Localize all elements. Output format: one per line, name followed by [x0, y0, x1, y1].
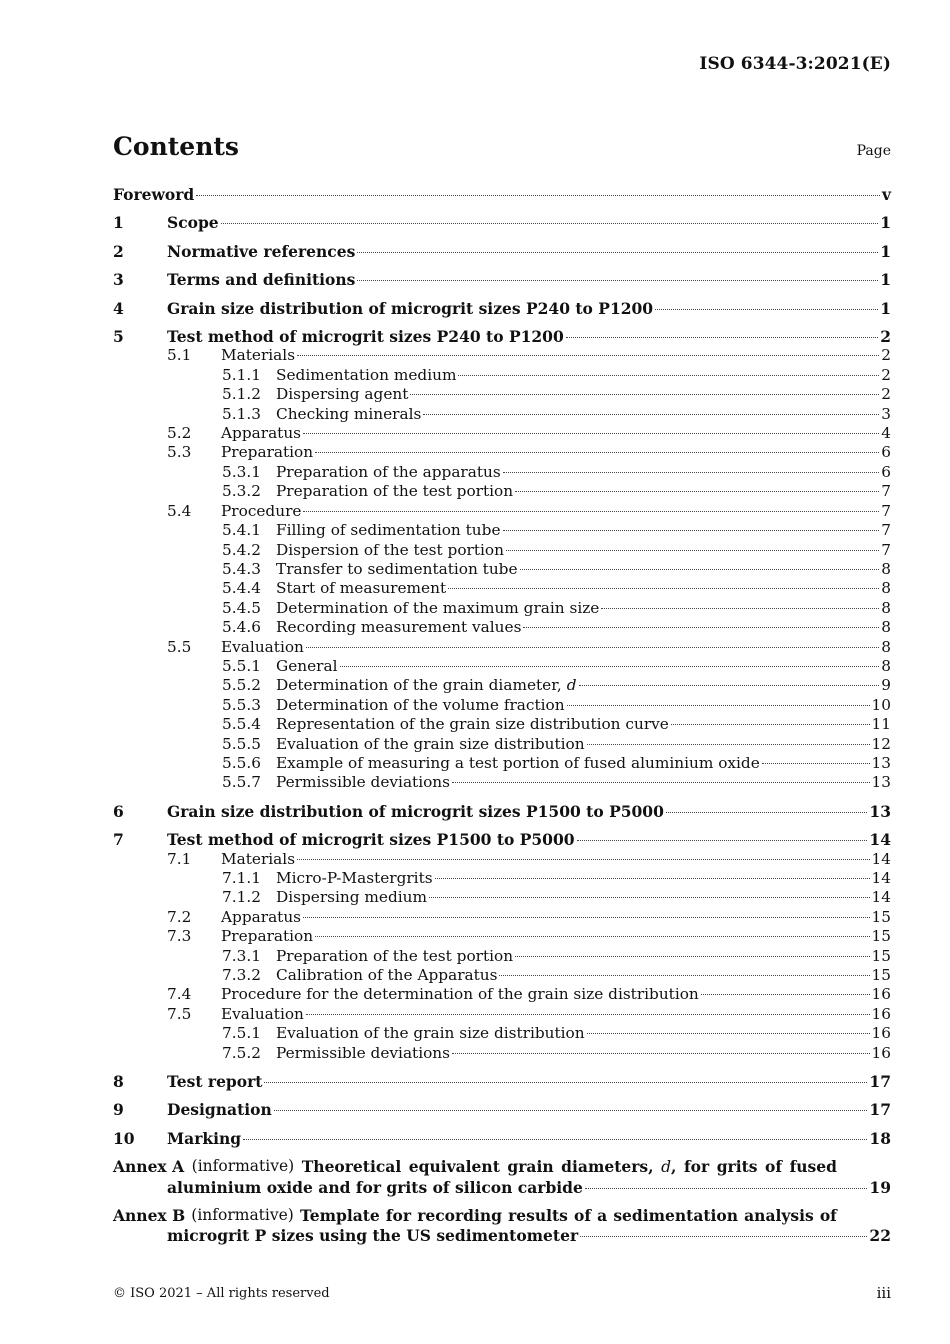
annex-title-word: grain: [507, 1157, 554, 1177]
dot-leader: [306, 646, 879, 648]
toc-entry-title: Checking minerals: [276, 404, 422, 423]
toc-entry-page: 15: [871, 966, 891, 985]
dot-leader: [423, 413, 879, 415]
annex-label: Annex B: [113, 1206, 186, 1226]
toc-entry-number: 7.1: [167, 849, 192, 868]
toc-entry[interactable]: [113, 599, 891, 618]
dot-leader: [303, 432, 879, 434]
dot-leader: [458, 374, 879, 376]
toc-entry-number: 7.2: [167, 907, 192, 926]
toc-entry-title: Preparation of the test portion: [276, 946, 514, 965]
copyright-notice: © ISO 2021 – All rights reserved: [113, 1286, 330, 1301]
toc-entry-title: Test method of microgrit sizes P240 to P1200: [167, 327, 564, 347]
dot-leader: [587, 743, 870, 745]
toc-entry-page: 17: [869, 1100, 891, 1120]
toc-entry-page: 6: [881, 462, 891, 481]
annex-title-word: of: [765, 1157, 783, 1177]
annex-label: Annex A: [113, 1157, 185, 1177]
toc-entry[interactable]: [113, 185, 891, 204]
dot-leader: [315, 935, 869, 937]
toc-entry[interactable]: [113, 346, 891, 365]
annex-type: (informative): [191, 1157, 295, 1176]
annex-title-word: grits: [716, 1157, 758, 1177]
toc-entry-page: 17: [869, 1072, 891, 1092]
toc-entry-number: 5.5: [167, 637, 192, 656]
toc-entry[interactable]: [113, 405, 891, 424]
toc-entry[interactable]: [113, 1072, 891, 1091]
annex-title-continued: microgrit P sizes using the US sedimentometer: [167, 1225, 579, 1245]
annex-title-word: Template: [299, 1206, 380, 1226]
toc-entry-title: Transfer to sedimentation tube: [276, 559, 518, 578]
dot-leader: [503, 529, 880, 531]
toc-entry-title: Materials: [221, 849, 296, 868]
toc-entry[interactable]: [113, 541, 891, 560]
toc-entry-title: Example of measuring a test portion of fused aluminium oxide: [276, 753, 760, 772]
toc-entry-page: 8: [881, 559, 891, 578]
dot-leader: [357, 279, 878, 281]
toc-entry[interactable]: [113, 754, 891, 773]
toc-entry-page: 13: [871, 753, 891, 772]
toc-entry[interactable]: [113, 366, 891, 385]
dot-leader: [577, 839, 868, 841]
toc-entry-number: 5.2: [167, 424, 192, 443]
toc-entry[interactable]: [113, 927, 891, 946]
toc-entry-number: 5.5.5: [222, 734, 261, 753]
dot-leader: [503, 471, 880, 473]
toc-entry-page: 8: [881, 656, 891, 675]
toc-entry-title: Determination of the volume fraction: [276, 695, 565, 714]
dot-leader: [429, 896, 870, 898]
document-id: ISO 6344-3:2021(E): [699, 54, 891, 74]
toc-entry-number: 8: [113, 1072, 124, 1092]
dot-leader: [452, 1052, 870, 1054]
toc-entry-page: 7: [881, 482, 891, 501]
toc-entry[interactable]: [113, 966, 891, 985]
toc-entry-number: 7.1.2: [222, 888, 261, 907]
dot-leader: [221, 222, 879, 224]
dot-leader: [515, 955, 869, 957]
toc-entry-page: 6: [881, 443, 891, 462]
toc-entry[interactable]: [113, 888, 891, 907]
toc-entry-page: 2: [881, 365, 891, 384]
toc-entry-page: 11: [871, 715, 891, 734]
toc-entry-page: 2: [881, 346, 891, 365]
toc-entry-number: 7.5.2: [222, 1043, 261, 1062]
dot-leader: [243, 1138, 867, 1140]
toc-entry-page: 1: [880, 241, 891, 261]
toc-entry-title: Filling of sedimentation tube: [276, 521, 501, 540]
dot-leader: [580, 1235, 867, 1237]
toc-entry[interactable]: [113, 802, 891, 821]
toc-entry-title: Preparation: [221, 927, 314, 946]
toc-entry-page: 16: [871, 1024, 891, 1043]
toc-entry-title: Terms and definitions: [167, 270, 356, 290]
toc-entry[interactable]: [113, 830, 891, 849]
annex-title-word: diameters,: [561, 1157, 654, 1177]
toc-entry-number: 5.5.4: [222, 715, 261, 734]
toc-annex-entry[interactable]: [113, 1157, 891, 1197]
toc-entry-page: 14: [871, 849, 891, 868]
toc-entry[interactable]: [113, 242, 891, 261]
toc-entry[interactable]: [113, 299, 891, 318]
toc-entry-page: v: [881, 185, 891, 204]
toc-entry[interactable]: [113, 579, 891, 598]
toc-entry-number: 7.5.1: [222, 1024, 261, 1043]
toc-entry-title: Materials: [221, 346, 296, 365]
toc-entry-title: Grain size distribution of microgrit sizes P240 to P1200: [167, 298, 654, 318]
annex-title-continued: aluminium oxide and for grits of silicon carbide: [167, 1177, 583, 1197]
dot-leader: [523, 626, 879, 628]
toc-entry[interactable]: [113, 443, 891, 462]
toc-entry-number: 5.4.6: [222, 618, 261, 637]
toc-entry-page: 3: [881, 404, 891, 423]
dot-leader: [297, 858, 869, 860]
toc-entry[interactable]: [113, 715, 891, 734]
toc-entry-number: 2: [113, 241, 124, 261]
toc-entry-page: 13: [871, 773, 891, 792]
toc-entry-title: Evaluation: [221, 637, 304, 656]
annex-title-word: recording: [417, 1206, 502, 1226]
toc-entry-page: 7: [881, 501, 891, 520]
toc-entry-page: 8: [881, 579, 891, 598]
toc-entry-title: Test report: [167, 1072, 263, 1092]
annex-title-word: of: [574, 1206, 592, 1226]
toc-entry-title: Grain size distribution of microgrit sizes P1500 to P5000: [167, 801, 664, 821]
dot-leader: [340, 665, 880, 667]
toc-entry[interactable]: [113, 947, 891, 966]
dot-leader: [410, 393, 879, 395]
dot-leader: [701, 993, 870, 995]
dot-leader: [303, 510, 879, 512]
toc-entry-title: Micro-P-Mastergrits: [276, 869, 433, 887]
toc-entry[interactable]: [113, 424, 891, 443]
annex-title-word: results: [508, 1206, 568, 1226]
dot-leader: [435, 877, 870, 879]
toc-entry-number: 6: [113, 801, 124, 821]
page-title: Contents: [113, 132, 240, 161]
toc-entry-page: 14: [871, 888, 891, 907]
toc-entry-number: 5.1: [167, 346, 192, 365]
dot-leader: [566, 336, 878, 338]
annex-title-word: a: [597, 1206, 608, 1226]
toc-entry[interactable]: [113, 327, 891, 346]
toc-entry-title: Preparation: [221, 443, 314, 462]
dot-leader: [671, 723, 870, 725]
annex-title-word: d,: [661, 1157, 677, 1177]
toc-entry-title: General: [276, 656, 338, 675]
toc-entry-number: 7.3.2: [222, 966, 261, 985]
toc-entry-page: 1: [880, 213, 891, 233]
toc-entry-number: 7.3.1: [222, 946, 261, 965]
toc-entry-number: 5.1.2: [222, 385, 261, 404]
toc-entry-page: 15: [871, 927, 891, 946]
dot-leader: [274, 1109, 868, 1111]
toc-entry-page: 1: [880, 298, 891, 318]
toc-entry-title: Dispersing medium: [276, 888, 428, 907]
toc-entry-page: 7: [881, 540, 891, 559]
toc-entry-title: Evaluation of the grain size distribution: [276, 1024, 585, 1043]
toc-entry-title: Evaluation: [221, 1004, 304, 1023]
dot-leader: [196, 194, 880, 196]
dot-leader: [655, 308, 878, 310]
toc-entry-title: Dispersing agent: [276, 385, 409, 404]
dot-leader: [315, 451, 879, 453]
annex-title-word: fused: [789, 1157, 837, 1177]
toc-entry-number: 7.1.1: [222, 869, 261, 887]
toc-entry[interactable]: [113, 270, 891, 289]
toc-entry[interactable]: [113, 638, 891, 657]
dot-leader: [520, 568, 880, 570]
toc-entry-page: 8: [881, 598, 891, 617]
toc-entry[interactable]: [113, 985, 891, 1004]
toc-entry-page: 2: [881, 385, 891, 404]
annex-title-word: Theoretical: [301, 1157, 402, 1177]
annex-title-word: for: [683, 1157, 710, 1177]
toc-entry[interactable]: [113, 502, 891, 521]
toc-entry-page: 8: [881, 637, 891, 656]
toc-entry-number: 5.3: [167, 443, 192, 462]
dot-leader: [515, 490, 879, 492]
dot-leader: [762, 762, 870, 764]
toc-entry[interactable]: [113, 560, 891, 579]
annex-title-word: analysis: [744, 1206, 814, 1226]
toc-entry-number: 1: [113, 213, 124, 233]
dot-leader: [452, 781, 870, 783]
toc-entry-number: 5.5.3: [222, 695, 261, 714]
toc-entry-number: 7: [113, 830, 124, 850]
toc-entry-title: Recording measurement values: [276, 618, 522, 637]
toc-entry-title: Apparatus: [221, 424, 302, 443]
toc-entry-title: Scope: [167, 213, 219, 233]
dot-leader: [303, 916, 869, 918]
toc-entry[interactable]: [113, 735, 891, 754]
toc-entry-page: 19: [869, 1177, 891, 1197]
dot-leader: [306, 1013, 870, 1015]
toc-entry-page: 14: [871, 869, 891, 887]
toc-entry-title: Sedimentation medium: [276, 365, 457, 384]
toc-entry-title: Designation: [167, 1100, 272, 1120]
toc-entry[interactable]: [113, 385, 891, 404]
dot-leader: [585, 1187, 868, 1189]
toc-entry-number: 5.4.4: [222, 579, 261, 598]
toc-entry-number: 9: [113, 1100, 124, 1120]
toc-entry[interactable]: [113, 869, 891, 888]
toc-entry-page: 9: [881, 676, 891, 695]
toc-entry[interactable]: [113, 463, 891, 482]
toc-entry-page: 22: [869, 1225, 891, 1245]
toc-entry-number: 5.1.1: [222, 365, 261, 384]
toc-entry[interactable]: [113, 482, 891, 501]
toc-entry-number: 10: [113, 1128, 135, 1148]
toc-entry[interactable]: [113, 1129, 891, 1148]
annex-title-word: equivalent: [408, 1157, 500, 1177]
toc-entry-number: 5: [113, 327, 124, 347]
toc-entry-page: 15: [871, 946, 891, 965]
toc-entry-number: 5.4: [167, 501, 192, 520]
toc-entry-number: 5.5.2: [222, 676, 261, 695]
toc-entry[interactable]: [113, 850, 891, 869]
dot-leader: [448, 587, 879, 589]
toc-entry[interactable]: [113, 696, 891, 715]
toc-entry-title: Calibration of the Apparatus: [276, 966, 498, 985]
toc-entry-number: 5.5.6: [222, 753, 261, 772]
toc-entry-number: 5.4.3: [222, 559, 261, 578]
toc-entry[interactable]: [113, 1024, 891, 1043]
toc-entry-title: Procedure for the determination of the grain size distribution: [221, 985, 699, 1004]
toc-entry-page: 16: [871, 1043, 891, 1062]
dot-leader: [587, 1032, 870, 1034]
toc-entry[interactable]: [113, 1044, 891, 1063]
toc-entry-title: Marking: [167, 1128, 242, 1148]
toc-entry-number: 7.4: [167, 985, 192, 1004]
toc-entry-title: Representation of the grain size distribution curve: [276, 715, 669, 734]
toc-entry[interactable]: [113, 1100, 891, 1119]
toc-entry-title: Foreword: [113, 185, 195, 204]
toc-entry-title: Permissible deviations: [276, 773, 451, 792]
toc-entry-symbol: d: [566, 676, 577, 695]
dot-leader: [666, 811, 868, 813]
toc-entry[interactable]: [113, 521, 891, 540]
toc-entry[interactable]: [113, 657, 891, 676]
toc-entry-number: 5.5.1: [222, 656, 261, 675]
toc-entry[interactable]: [113, 908, 891, 927]
toc-entry-number: 5.5.7: [222, 773, 261, 792]
toc-entry-page: 15: [871, 907, 891, 926]
toc-entry-title: Preparation of the apparatus: [276, 462, 501, 481]
toc-entry-number: 5.4.1: [222, 521, 261, 540]
toc-entry-number: 3: [113, 270, 124, 290]
toc-entry-page: 18: [869, 1128, 891, 1148]
toc-entry-page: 12: [871, 734, 891, 753]
toc-entry-number: 7.3: [167, 927, 192, 946]
toc-entry-page: 8: [881, 618, 891, 637]
toc-entry[interactable]: [113, 676, 891, 695]
page-number: iii: [876, 1284, 891, 1302]
toc-entry-page: 16: [871, 1004, 891, 1023]
table-of-contents: [113, 185, 891, 1245]
annex-type: (informative): [191, 1206, 294, 1225]
toc-entry-page: 4: [881, 424, 891, 443]
toc-entry-title: Preparation of the test portion: [276, 482, 514, 501]
toc-entry-title: Start of measurement: [276, 579, 447, 598]
toc-entry-page: 14: [869, 830, 891, 850]
toc-entry-page: 1: [880, 270, 891, 290]
dot-leader: [579, 684, 880, 686]
toc-entry-page: 7: [881, 521, 891, 540]
toc-entry[interactable]: [113, 213, 891, 232]
toc-entry-number: 5.1.3: [222, 404, 261, 423]
toc-entry-title: Apparatus: [221, 907, 302, 926]
dot-leader: [601, 607, 879, 609]
toc-entry-title: Normative references: [167, 241, 356, 261]
toc-entry-title: Procedure: [221, 501, 302, 520]
toc-entry-page: 10: [871, 695, 891, 714]
toc-entry[interactable]: [113, 773, 891, 792]
toc-annex-entry[interactable]: [113, 1206, 891, 1245]
toc-entry-title: Evaluation of the grain size distribution: [276, 734, 585, 753]
annex-title-word: for: [385, 1206, 412, 1226]
toc-entry-page: 16: [871, 985, 891, 1004]
toc-entry[interactable]: [113, 618, 891, 637]
toc-entry-title: Test method of microgrit sizes P1500 to P5000: [167, 830, 575, 850]
annex-title-word: of: [819, 1206, 837, 1226]
page-column-label: Page: [856, 143, 891, 159]
toc-entry-title: Determination of the maximum grain size: [276, 598, 600, 617]
toc-entry-number: 5.4.2: [222, 540, 261, 559]
dot-leader: [506, 549, 879, 551]
dot-leader: [297, 354, 879, 356]
toc-entry-number: 5.4.5: [222, 598, 261, 617]
dot-leader: [567, 704, 870, 706]
annex-title-word: sedimentation: [613, 1206, 739, 1226]
dot-leader: [357, 251, 878, 253]
toc-entry-title: Dispersion of the test portion: [276, 540, 504, 559]
toc-entry-title: Determination of the grain diameter,: [276, 676, 562, 695]
toc-entry-number: 4: [113, 298, 124, 318]
dot-leader: [264, 1081, 867, 1083]
toc-entry-title: Permissible deviations: [276, 1043, 451, 1062]
toc-entry-page: 13: [869, 801, 891, 821]
toc-entry-page: 2: [880, 327, 891, 347]
toc-entry-number: 5.3.1: [222, 462, 261, 481]
toc-entry[interactable]: [113, 1005, 891, 1024]
toc-entry-number: 7.5: [167, 1004, 192, 1023]
dot-leader: [499, 974, 869, 976]
toc-entry-number: 5.3.2: [222, 482, 261, 501]
